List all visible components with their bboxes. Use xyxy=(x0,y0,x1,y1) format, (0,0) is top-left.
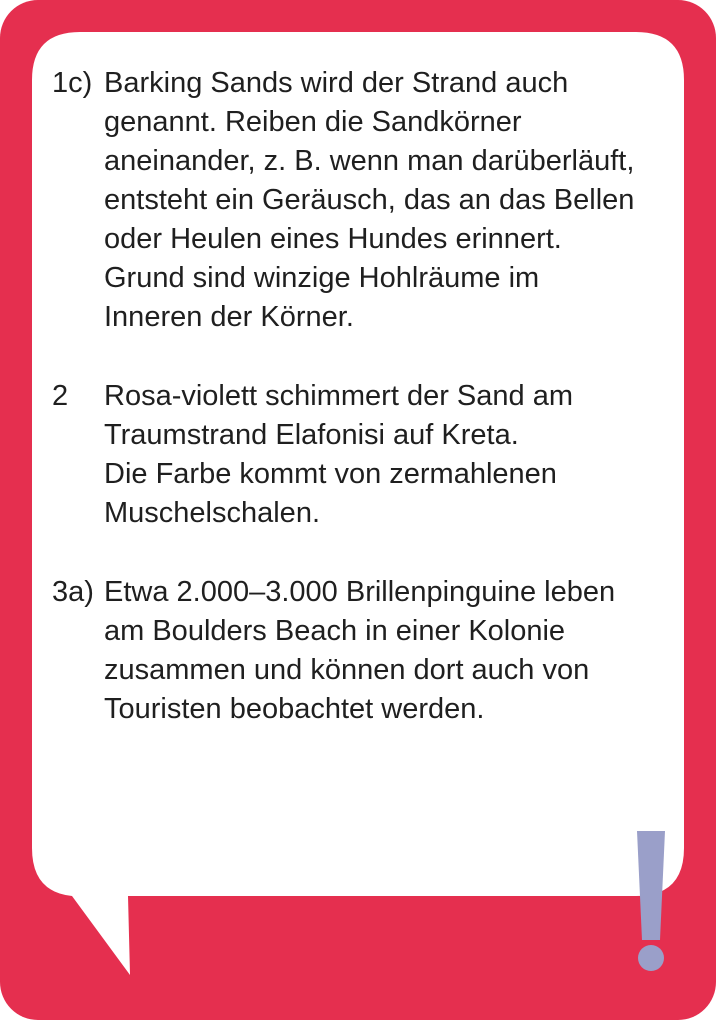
answer-line: Inneren der Körner. xyxy=(104,301,354,333)
answer-line: aneinander, z. B. wenn man darüberläuft, xyxy=(104,145,635,177)
answer-entry-3a xyxy=(52,573,672,729)
answer-line: Rosa-violett schimmert der Sand am xyxy=(104,380,573,412)
answer-line: Barking Sands wird der Strand auch xyxy=(104,67,569,99)
answer-number: 3a) xyxy=(52,576,94,608)
answer-line: Muschelschalen. xyxy=(104,497,320,529)
answer-text xyxy=(104,573,672,729)
answer-list xyxy=(52,64,672,769)
answer-line: Grund sind winzige Hohlräume im xyxy=(104,262,540,294)
answer-line: am Boulders Beach in einer Kolonie xyxy=(104,615,566,647)
answer-line: oder Heulen eines Hundes erinnert. xyxy=(104,223,562,255)
answer-text xyxy=(104,377,672,533)
answer-number: 2 xyxy=(52,380,69,412)
answer-entry-2 xyxy=(52,377,672,533)
answer-line: Die Farbe kommt von zermahlenen xyxy=(104,458,557,490)
answer-entry-1c xyxy=(52,64,672,337)
answer-line: zusammen und können dort auch von xyxy=(104,654,590,686)
answer-line: Etwa 2.000–3.000 Brillenpinguine leben xyxy=(104,576,616,608)
answer-text xyxy=(104,64,672,337)
answer-line: entsteht ein Geräusch, das an das Bellen xyxy=(104,184,635,216)
answer-line: Touristen beobachtet werden. xyxy=(104,693,485,725)
answer-line: genannt. Reiben die Sandkörner xyxy=(104,106,522,138)
answer-number: 1c) xyxy=(52,67,93,99)
answer-line: Traumstrand Elafonisi auf Kreta. xyxy=(104,419,519,451)
exclamation-mark-icon xyxy=(637,831,665,971)
